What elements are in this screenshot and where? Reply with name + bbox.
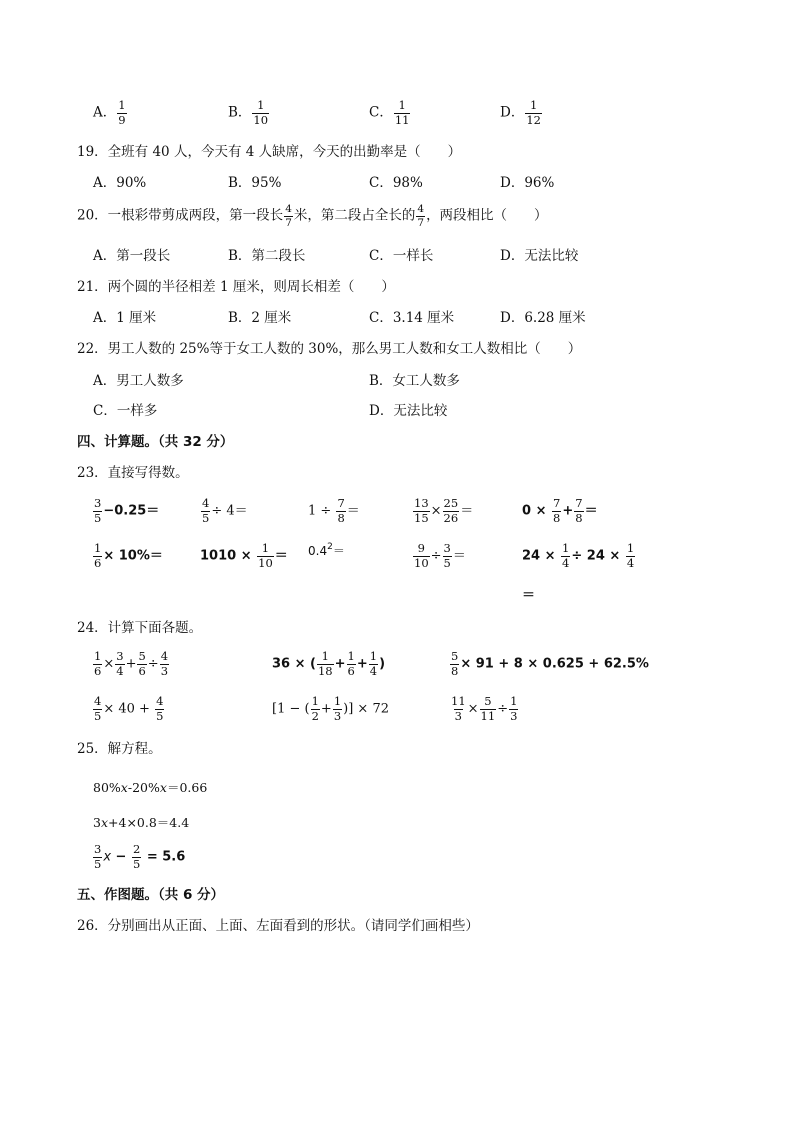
q22-option-a: A．男工人数多 <box>93 373 184 389</box>
q19-stem: 19．全班有 40 人，今天有 4 人缺席，今天的出勤率是（ ） <box>77 144 462 160</box>
q18-option-c: C． $\frac{1}{11}$ <box>369 98 410 127</box>
q20-option-c: C．一样长 <box>369 248 434 264</box>
q23-expr-10: 24 × $\frac{1}{4}$ ÷ 24 × $\frac{1}{4}$ <box>522 541 635 570</box>
q21-option-d: D．6.28 厘米 <box>500 310 586 326</box>
section-heading-drawing: 五、作图题。（共 6 分） <box>77 887 225 903</box>
q24-expr-4: $\frac{4}{5}$ × 40 + $\frac{4}{5}$ <box>94 694 164 723</box>
q20-option-d: D．无法比较 <box>500 248 579 264</box>
q21-stem: 21．两个圆的半径相差 1 厘米，则周长相差（ ） <box>77 279 395 295</box>
q20-option-b: B．第二段长 <box>228 248 306 264</box>
q18-option-a: A． $\frac{1}{9}$ <box>93 98 126 127</box>
q23-expr-1: $\frac{3}{5}$ −0.25＝ <box>94 496 160 525</box>
q18-option-d: D． $\frac{1}{12}$ <box>500 98 541 127</box>
q24-stem: 24．计算下面各题。 <box>77 620 203 636</box>
q21-option-b: B．2 厘米 <box>228 310 292 326</box>
q24-expr-5: [1 − ( $\frac{1}{2}$ + $\frac{1}{3}$ )] × 72 <box>272 694 389 723</box>
q21-option-a: A．1 厘米 <box>93 310 157 326</box>
q22-option-b: B．女工人数多 <box>369 373 460 389</box>
q24-expr-1: $\frac{1}{6}$ × $\frac{3}{4}$ + $\frac{5}{6}$ ÷ $\frac{4}{3}$ <box>94 649 169 678</box>
q23-expr-4: $\frac{13}{15}$ × $\frac{25}{26}$ ＝ <box>414 496 474 525</box>
q19-option-d: D．96% <box>500 175 555 191</box>
q24-expr-6: $\frac{11}{3}$ × $\frac{5}{11}$ ÷ $\frac{1}{3}$ <box>451 694 518 723</box>
q19-option-a: A．90% <box>93 175 147 191</box>
q22-stem: 22．男工人数的 25%等于女工人数的 30%，那么男工人数和女工人数相比（ ） <box>77 341 582 357</box>
q25-equation-2: 3x+4×0.8＝4.4 <box>93 815 190 830</box>
q25-equation-3: $\frac{3}{5}$ x − $\frac{2}{5}$ = 5.6 <box>94 842 186 871</box>
q23-expr-8: $0.4^2=$ <box>308 542 345 558</box>
q23-expr-7: 1010 × $\frac{1}{10}$ ＝ <box>200 541 288 570</box>
q24-expr-3: $\frac{5}{8}$ × 91 + 8 × 0.625 + 62.5% <box>451 649 649 678</box>
q23-expr-2: $\frac{4}{5}$ ÷ 4＝ <box>202 496 248 525</box>
q23-stem: 23．直接写得数。 <box>77 465 189 481</box>
q23-expr-9: $\frac{9}{10}$ ÷ $\frac{3}{5}$ ＝ <box>414 541 466 570</box>
q23-expr-10-equals: ＝ <box>522 588 536 603</box>
q25-stem: 25．解方程。 <box>77 741 162 757</box>
q23-expr-6: $\frac{1}{6}$ × 10%＝ <box>94 541 163 570</box>
q20-option-a: A．第一段长 <box>93 248 171 264</box>
q23-expr-5: 0 × $\frac{7}{8}$ + $\frac{7}{8}$ ＝ <box>522 496 598 525</box>
q20-stem: 20．一根彩带剪成两段，第一段长 $\frac{4}{7}$ 米，第二段占全长的 $\frac{4}{7}$ ，两段相比（ ） <box>77 203 548 229</box>
q22-option-d: D．无法比较 <box>369 403 448 419</box>
q25-equation-1: 80%x-20%x＝0.66 <box>93 780 208 795</box>
q26-stem: 26．分别画出从正面、上面、左面看到的形状。（请同学们画相些） <box>77 918 479 934</box>
q24-expr-2: 36 × ( $\frac{1}{18}$ + $\frac{1}{6}$ + $\frac{1}{4}$ ) <box>272 649 386 678</box>
q21-option-c: C．3.14 厘米 <box>369 310 455 326</box>
q22-option-c: C．一样多 <box>93 403 158 419</box>
q18-option-b: B． $\frac{1}{10}$ <box>228 98 269 127</box>
section-heading-calculation: 四、计算题。（共 32 分） <box>77 434 234 450</box>
q19-option-b: B．95% <box>228 175 282 191</box>
q19-option-c: C．98% <box>369 175 423 191</box>
q23-expr-3: 1 ÷ $\frac{7}{8}$ ＝ <box>308 496 360 525</box>
